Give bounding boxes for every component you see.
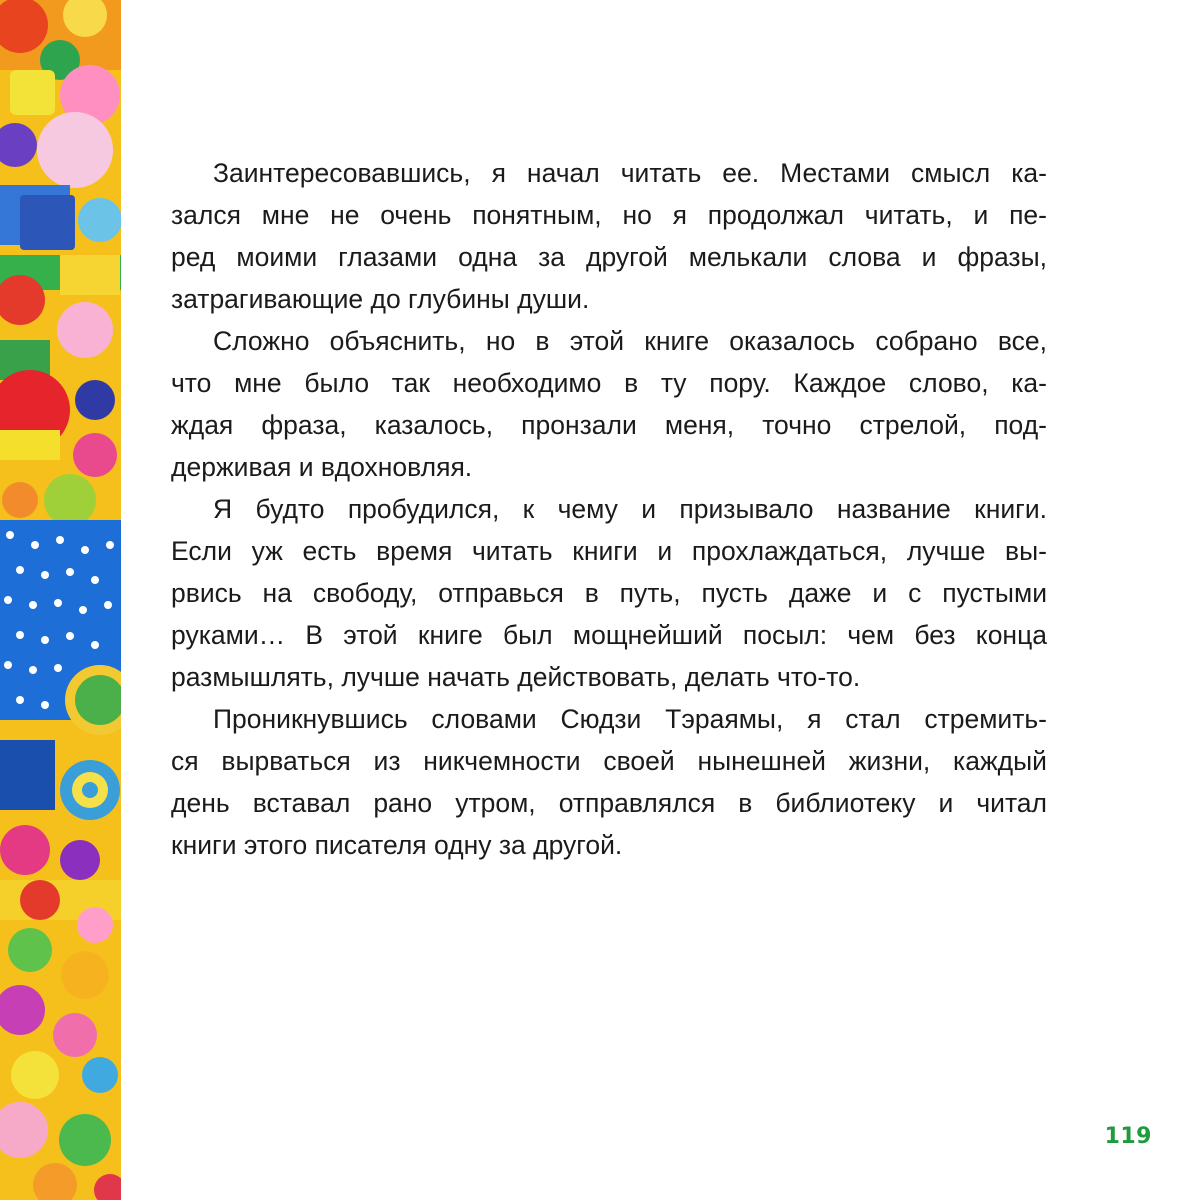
text-line: зался мне не очень понятным, но я продолжал читать, и пе- — [171, 200, 1047, 230]
text-line: Проникнувшись словами Сюдзи Тэраямы, я стал стремить- — [213, 704, 1047, 734]
text-line: что мне было так необходимо в ту пору. Каждое слово, ка- — [171, 368, 1047, 398]
text-line: день вставал рано утром, отправлялся в библиотеку и читал — [171, 788, 1047, 818]
paragraph — [171, 698, 1047, 866]
text-line: Сложно объяснить, но в этой книге оказалось собрано все, — [213, 326, 1047, 356]
text-line: ся вырваться из никчемности своей нынешней жизни, каждый — [171, 746, 1047, 776]
text-line: размышлять, лучше начать действовать, делать что-то. — [171, 662, 861, 692]
text-line: Я будто пробудился, к чему и призывало название книги. — [213, 494, 1047, 524]
text-line: книги этого писателя одну за другой. — [171, 830, 623, 860]
body-text — [171, 152, 1047, 866]
text-line: ждая фраза, казалось, пронзали меня, точно стрелой, под- — [171, 410, 1047, 440]
text-line: ред моими глазами одна за другой мелькали слова и фразы, — [171, 242, 1047, 272]
text-line: рвись на свободу, отправься в путь, пусть даже и с пустыми — [171, 578, 1047, 608]
paragraph — [171, 320, 1047, 488]
candy-collage-image — [0, 0, 121, 1200]
text-line: затрагивающие до глубины души. — [171, 284, 590, 314]
text-line: Заинтересовавшись, я начал читать ее. Местами смысл ка- — [213, 158, 1047, 188]
text-line: держивая и вдохновляя. — [171, 452, 473, 482]
text-line: Если уж есть время читать книги и прохлаждаться, лучше вы- — [171, 536, 1047, 566]
page-number: 119 — [1104, 1124, 1152, 1149]
paragraph — [171, 488, 1047, 698]
paragraph — [171, 152, 1047, 320]
text-line: руками… В этой книге был мощнейший посыл: чем без конца — [171, 620, 1047, 650]
